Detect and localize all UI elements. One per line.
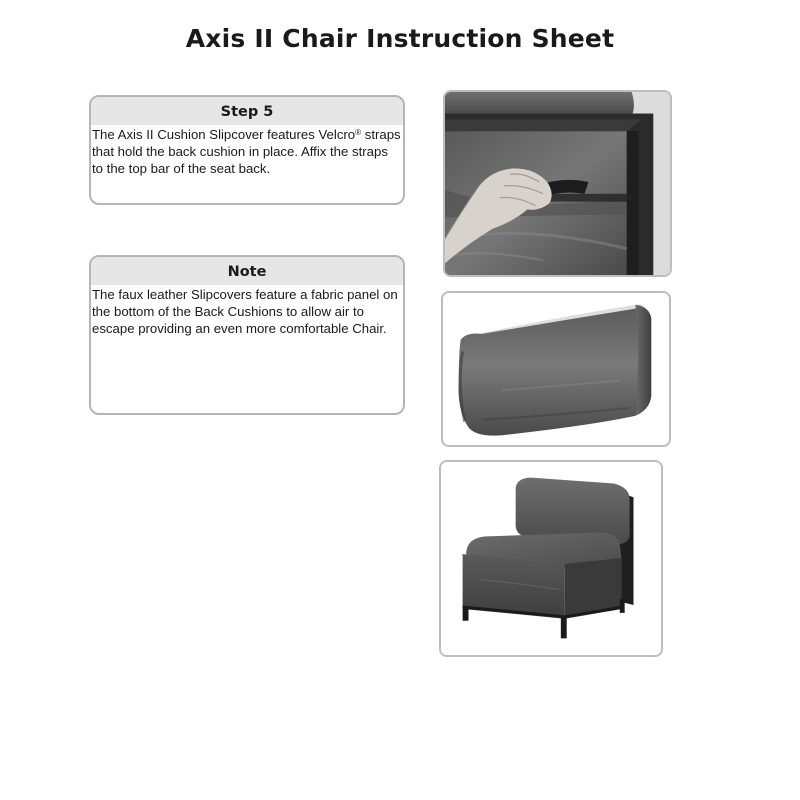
note-box bbox=[89, 255, 405, 415]
step5-text-part1: The Axis II Cushion Slipcover features Velcro bbox=[92, 127, 356, 142]
assembled-chair-photo bbox=[439, 460, 663, 657]
note-heading: Note bbox=[91, 257, 403, 285]
step5-heading: Step 5 bbox=[91, 97, 403, 125]
step5-text bbox=[91, 125, 403, 177]
back-cushion-photo bbox=[441, 291, 671, 447]
page-title: Axis II Chair Instruction Sheet bbox=[185, 24, 615, 53]
note-text: The faux leather Slipcovers feature a fabric panel on the bottom of the Back Cushions to allow air to escape providing an even more comfortable Chair. bbox=[92, 287, 398, 336]
step5-box bbox=[89, 95, 405, 205]
registered-mark: ® bbox=[355, 128, 362, 137]
hand-attaching-strap-photo bbox=[443, 90, 672, 277]
step5-text-part2: straps that hold the back cushion in place. Affix the straps to the top bar of the seat back. bbox=[92, 127, 401, 176]
